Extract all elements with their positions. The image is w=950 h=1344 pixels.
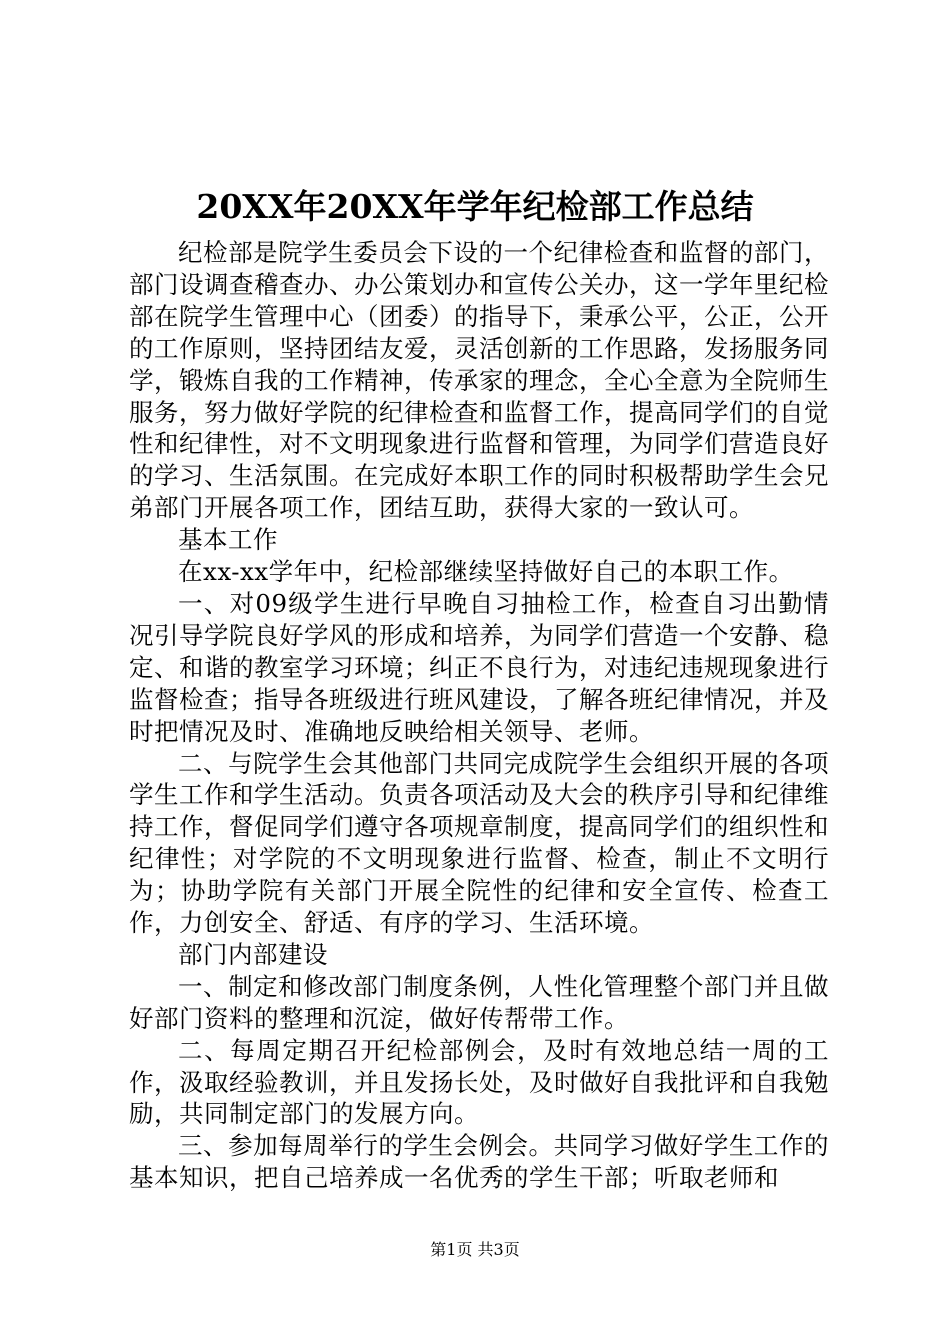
section-heading-internal-building: 部门内部建设 [178, 939, 328, 969]
page-number-footer: 第1页 共3页 [430, 1240, 520, 1259]
paragraph-internal-item-3: 三、参加每周举行的学生会例会。共同学习做好学生工作的基本知识，把自己培养成一名优秀的学生干部；听取老师和 [129, 1131, 829, 1193]
document-title: 20XX年20XX年学年纪检部工作总结 [196, 187, 754, 226]
paragraph-basic-work-intro: 在xx-xx学年中，纪检部继续坚持做好自己的本职工作。 [178, 557, 794, 587]
paragraph-internal-item-1: 一、制定和修改部门制度条例，人性化管理整个部门并且做好部门资料的整理和沉淀，做好传帮带工作。 [129, 971, 829, 1033]
paragraph-basic-work-item-2: 二、与院学生会其他部门共同完成院学生会组织开展的各项学生工作和学生活动。负责各项活动及大会的秩序引导和纪律维持工作，督促同学们遵守各项规章制度，提高同学们的组织性和纪律性；对学院的不文明现象进行监督、检查，制止不文明行为；协助学院有关部门开展全院性的纪律和安全宣传、检查工作，力创安全、舒适、有序的学习、生活环境。 [129, 748, 829, 938]
section-heading-basic-work: 基本工作 [178, 525, 278, 555]
document-body [129, 237, 829, 1194]
paragraph-basic-work-item-1: 一、对09级学生进行早晚自习抽检工作，检查自习出勤情况引导学院良好学风的形成和培养，为同学们营造一个安静、稳定、和谐的教室学习环境；纠正不良行为，对违纪违规现象进行监督检查；指导各班级进行班风建设，了解各班纪律情况，并及时把情况及时、准确地反映给相关领导、老师。 [129, 588, 829, 746]
paragraph-internal-item-2: 二、每周定期召开纪检部例会，及时有效地总结一周的工作，汲取经验教训，并且发扬长处，及时做好自我批评和自我勉励，共同制定部门的发展方向。 [129, 1035, 829, 1129]
paragraph-intro: 纪检部是院学生委员会下设的一个纪律检查和监督的部门，部门设调查稽查办、办公策划办和宣传公关办，这一学年里纪检部在院学生管理中心（团委）的指导下，秉承公平，公正，公开的工作原则，坚持团结友爱，灵活创新的工作思路，发扬服务同学，锻炼自我的工作精神，传承家的理念，全心全意为全院师生服务，努力做好学院的纪律检查和监督工作，提高同学们的自觉性和纪律性，对不文明现象进行监督和管理，为同学们营造良好的学习、生活氛围。在完成好本职工作的同时积极帮助学生会兄弟部门开展各项工作，团结互助，获得大家的一致认可。 [129, 238, 829, 523]
